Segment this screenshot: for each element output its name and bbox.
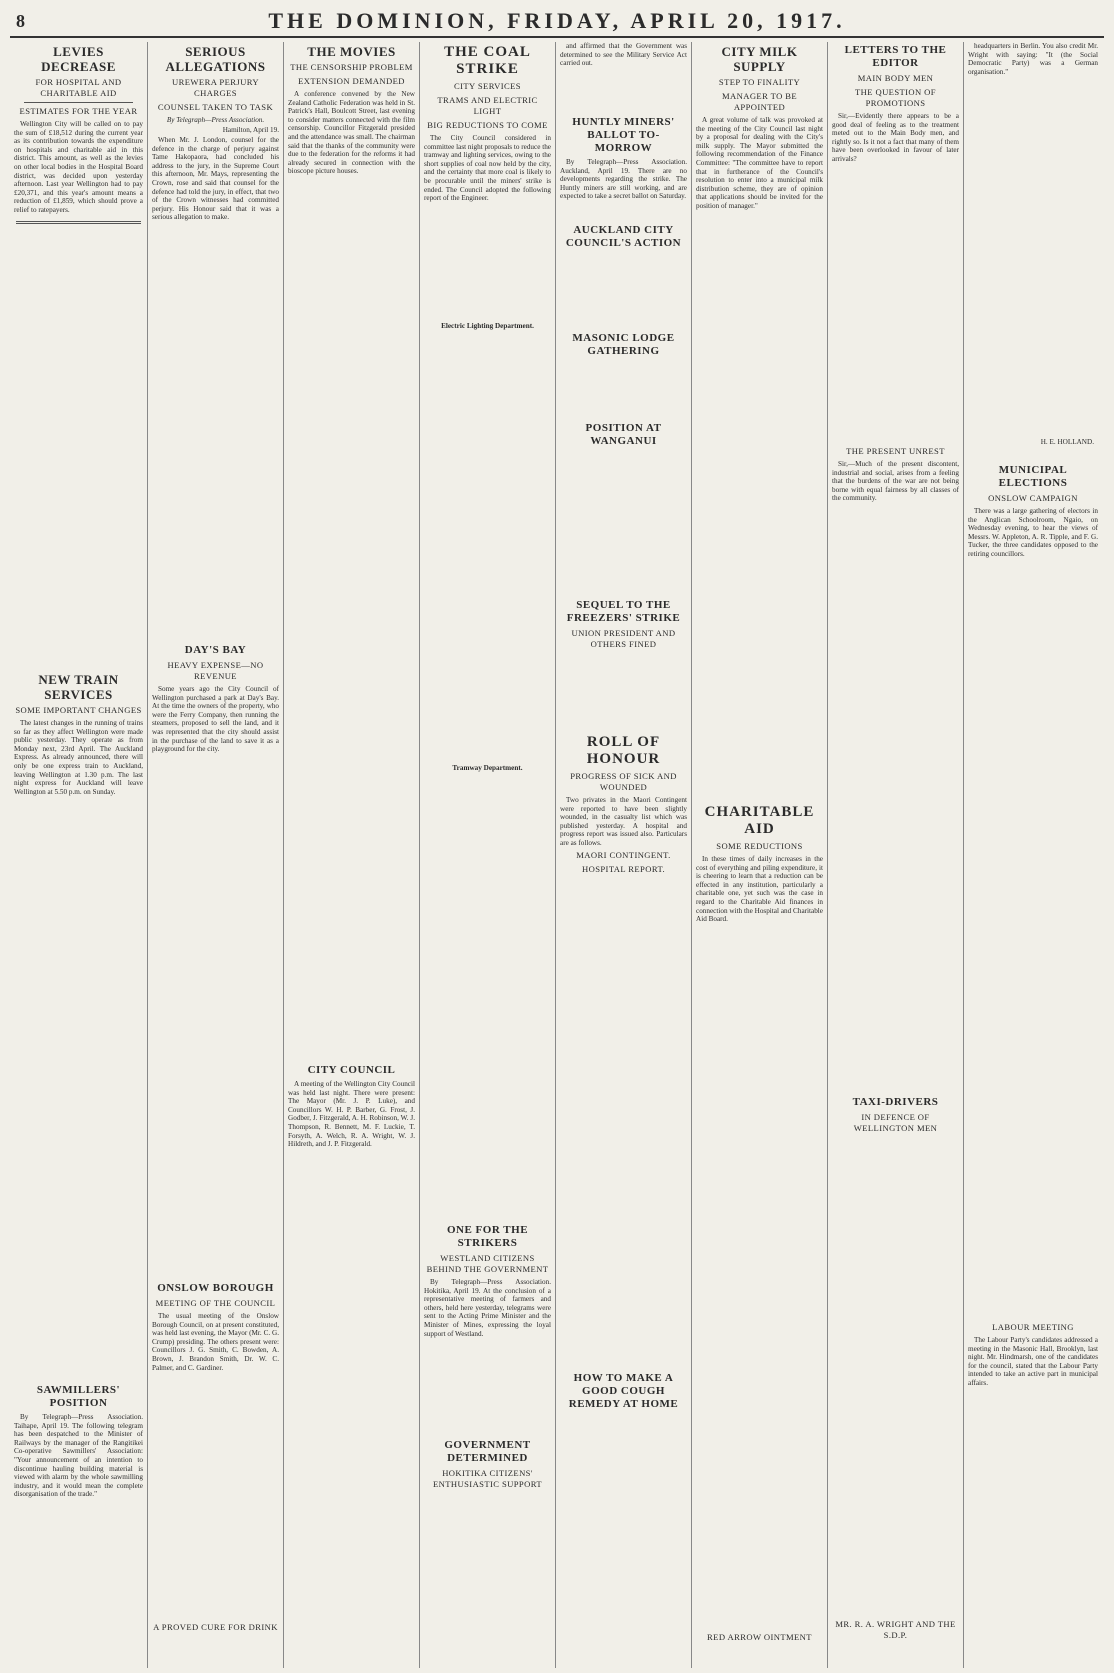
subheadline: SOME REDUCTIONS [716,841,803,851]
article-cough-remedy [560,1370,687,1414]
subheadline: WESTLAND CITIZENS BEHIND THE GOVERNMENT [426,1253,549,1274]
headline: HOW TO MAKE A GOOD COUGH REMEDY AT HOME [568,1372,679,1410]
headline: SEQUEL TO THE FREEZERS' STRIKE [566,599,681,624]
article-wright-sdp [832,1617,959,1644]
article-labour-meeting [968,1320,1098,1390]
article-sawmillers-position [14,1382,143,1501]
article-serious-allegations [152,44,279,222]
subheadline: MAIN BODY MEN [857,73,934,83]
article-days-bay [152,642,279,756]
article-body: The usual meeting of the Onslow Borough Council, on at present constituted, was held last evening, the Mayor (Mr. C. G. Crump) presiding. The others present were: Councillors J. G. Smith, C. Bowden, A. Brown, J. Brandon Smith, Dr. W. C. Palmer, and C. Gardiner. [152,1312,279,1372]
headline: ONE FOR THE STRIKERS [446,1224,529,1249]
headline: SERIOUS ALLEGATIONS [165,44,266,74]
article-present-unrest [832,444,959,505]
column-5 [556,42,692,1668]
subheadline: SOME IMPORTANT CHANGES [15,705,142,715]
column-8 [964,42,1102,1668]
article-freezers-strike [560,597,687,653]
article-onslow-borough [152,1280,279,1374]
article-government-determined [424,1437,551,1493]
subheadline: EXTENSION DEMANDED [298,76,405,86]
subheadline: UNION PRESIDENT AND OTHERS FINED [571,628,676,649]
subheadline: LABOUR MEETING [992,1322,1074,1332]
article-the-movies [288,44,415,176]
headline: LEVIES DECREASE [41,44,116,74]
headline: THE COAL STRIKE [444,44,531,77]
subheadline: THE QUESTION OF PROMOTIONS [855,87,936,108]
headline: HUNTLY MINERS' BALLOT TO-MORROW [572,116,675,154]
article-body: By Telegraph—Press Association. Auckland, April 19. There are no developments regarding the strike. The Huntly miners are still working, and are expected to take a secret ballot on Saturday. [560,158,687,201]
subheadline: STEP TO FINALITY [718,77,801,87]
article-new-train-services [14,670,143,798]
headline: CITY COUNCIL [307,1064,396,1076]
article-body: Two privates in the Maori Contingent were reported to have been slightly wounded, in the casualty list which was published yesterday. A hospital and progress report was issued also. Particulars are as follows. [560,796,687,847]
headline: MUNICIPAL ELECTIONS [998,464,1068,489]
newspaper-title: THE DOMINION, FRIDAY, APRIL 20, 1917. [268,8,846,33]
article-taxi-drivers [832,1094,959,1137]
article-body: headquarters in Berlin. You also credit Mr. Wright with saying: "It (the Social Democratic Party) was a German organisation." [968,42,1098,76]
subheadline: HOSPITAL REPORT. [581,863,666,874]
headline: POSITION AT WANGANUI [585,422,662,447]
article-body: A meeting of the Wellington City Council was held last night. There were present: The Mayor (Mr. J. P. Luke), and Councillors W. H. P. Barber, G. Frost, J. Godber, J. Fitzgerald, A. H. Robinson, W. J. Thompson, R. Bennett, M. F. Luckie, T. Forsyth, A. Welch, R. A. Wright, W. J. Hildreth, and J. P. Fitzgerald. [288,1080,415,1149]
headline: SAWMILLERS' POSITION [36,1384,121,1409]
article-one-for-strikers [424,1222,551,1340]
article-body: The latest changes in the running of trains so far as they affect Wellington were made public yesterday. They operate as from Monday next, 23rd April. The Auckland Express. As already announced, there will only be one express train to Auckland, leaving Wellington at 1.30 p.m. The last night express for Auckland will leave Wellington at 5.50 p.m. on Sunday. [14,719,143,796]
headline: MASONIC LODGE GATHERING [572,332,675,357]
columns [10,42,1104,1668]
article-roll-of-honour [560,732,687,878]
subheadline: ESTIMATES FOR THE YEAR [19,106,138,116]
subheadline: MANAGER TO BE APPOINTED [721,91,798,112]
subheadline: CITY SERVICES [454,81,521,91]
subheadline: A PROVED CURE FOR DRINK [153,1622,278,1632]
article-body: A conference convened by the New Zealand Catholic Federation was held in St. Patrick's Hall, Boulcott Street, last evening to consider matters connected with the film censorship. Councillor Fitzgerald presided and the attendance was small. The chairman said that the thanks of the community were due to the federation for the reforms it had already secured in connection with the bioscope picture houses. [288,90,415,176]
subheadline: HOKITIKA CITIZENS' ENTHUSIASTIC SUPPORT [433,1468,542,1489]
article-body: Sir,—Evidently there appears to be a good deal of feeling as to the treatment meted out to the Main Body men, and rightly so. Is it not a fact that many of them have been overlooked in favour of later arrivals? [832,112,959,163]
subheadline: HEAVY EXPENSE—NO REVENUE [167,660,264,681]
subheadline: PROGRESS OF SICK AND WOUNDED [570,771,677,792]
column-7 [828,42,964,1668]
headline: NEW TRAIN SERVICES [38,672,119,702]
subheadline: IN DEFENCE OF WELLINGTON MEN [853,1112,938,1133]
column-4 [420,42,556,1668]
headline: TAXI-DRIVERS [852,1096,939,1108]
article-body: When Mr. J. London, counsel for the defence in the charge of perjury against Tame Hakopaora, had concluded his address to the jury, in the Supreme Court this afternoon, Mr. Mays, representing the Crown, rose and said that counsel for the defence had told the jury, in effect, that two of the Crown witnesses had committed perjury. His Honour said that it was a serious allegation to make. [152,136,279,222]
article-charitable-aid [696,802,823,926]
headline: DAY'S BAY [184,644,247,656]
headline: LETTERS TO THE EDITOR [844,44,947,69]
headline: CITY MILK SUPPLY [721,44,798,74]
article-body: Wellington City will be called on to pay the sum of £18,512 during the current year as its contribution towards the expenditure on hospitals and charitable aid in this district. This amount, as well as the levies on other local bodies in the Hospital Board district, was decided upon yesterday afternoon. Last year Wellington had to pay £20,371, and this year's amount means a reduction of £1,859, which should prove a relief to ratepayers. [14,120,143,214]
subheadline: COUNSEL TAKEN TO TASK [157,102,274,112]
headline: ONSLOW BOROUGH [157,1282,274,1294]
article-huntly-miners [560,114,687,203]
article-body: There was a large gathering of electors in the Anglican Schoolroom, Ngaio, on Wednesday evening, to hear the views of Messrs. W. Appleton, A. R. Tipple, and F. G. Tucker, the three candidates opposed to the retiring councillors. [968,507,1098,558]
subheadline: THE CENSORSHIP PROBLEM [290,62,413,72]
article-body: The City Council considered in committee last night proposals to reduce the tramway and lighting services, owing to the short supplies of coal now held by the city, and the certainty that more coal is likely to be procurable until the miners' strike is ended. The Council adopted the following report of the Engineer. [424,134,551,203]
article-city-council [288,1062,415,1151]
section-label: Tramway Department. [452,764,523,772]
article-red-arrow [696,1630,823,1646]
article-body: By Telegraph—Press Association. Hokitika, April 19. At the conclusion of a representative meeting of farmers and others, held here yesterday, telegrams were sent to the Acting Prime Minister and the Minister of Mines, expressing the loyal support of Westland. [424,1278,551,1338]
page-number: 8 [16,10,25,31]
masthead [10,6,1104,38]
signature: H. E. HOLLAND. [1040,438,1094,446]
headline: ROLL OF HONOUR [586,734,661,767]
article-body: Some years ago the City Council of Wellington purchased a park at Day's Bay. At the time the owners of the property, who were the Ferry Company, then running the steamers, proposed to sell the land, and it was represented that the city should assist in the purchase of the land to save it as a playground for the city. [152,685,279,754]
subheadline: TRAMS AND ELECTRIC LIGHT [437,95,538,116]
subheadline: MAORI CONTINGENT. [576,849,671,860]
column-2 [148,42,284,1668]
headline: CHARITABLE AID [704,804,815,837]
dateline: Hamilton, April 19. [222,126,279,134]
subheadline: MEETING OF THE COUNCIL [155,1298,276,1308]
article-body: and affirmed that the Government was determined to see the Military Service Act carried out. [560,42,687,68]
article-letters-editor [832,44,959,164]
column-3 [284,42,420,1668]
article-body: A great volume of talk was provoked at the meeting of the City Council last night by a proposal for dealing with the City's milk supply. The Mayor submitted the following recommendation of the Finance Committee: "The committee have to report that in furtherance of the Council's resolution to enter into a municipal milk distribution scheme, they are of opinion that applications should be invited for the position of manager." [696,116,823,210]
headline: THE MOVIES [307,44,396,59]
section-label: Electric Lighting Department. [441,322,534,330]
subheadline: RED ARROW OINTMENT [707,1632,812,1642]
column-1 [10,42,148,1668]
subheadline: FOR HOSPITAL AND CHARITABLE AID [35,77,122,98]
article-body: Sir,—Much of the present discontent, industrial and social, arises from a feeling that the burdens of the war are not being borne with equal fairness by all classes of the community. [832,460,959,503]
article-levies-decrease [14,44,143,215]
article-proved-cure [152,1620,279,1636]
headline: GOVERNMENT DETERMINED [444,1439,531,1464]
subheadline: MR. R. A. WRIGHT AND THE S.D.P. [835,1619,956,1640]
headline: AUCKLAND CITY COUNCIL'S ACTION [565,224,682,249]
article-city-milk-supply [696,44,823,211]
article-body: By Telegraph—Press Association. Taihape, April 19. The following telegram has been despatched to the Minister of Railways by the manager of the Rangitikei Co-operative Sawmillers' Association: "Your announcement of an intention to discontinue hauling building material is viewed with alarm by the whole sawmilling industry, and it would mean the complete disorganisation of the trade." [14,1413,143,1499]
article-body: In these times of daily increases in the cost of everything and piling expenditure, it is cheering to learn that a reduction can be effected in any institution, particularly a charitable one, yet such was the case in regard to the Charitable Aid finances in connection with the Hospital and Charitable Aid Board. [696,855,823,924]
subheadline: BIG REDUCTIONS TO COME [427,120,548,130]
byline: By Telegraph—Press Association. [166,116,265,124]
subheadline: ONSLOW CAMPAIGN [988,493,1078,503]
article-coal-strike [424,44,551,772]
subheadline: THE PRESENT UNREST [846,446,945,456]
subheadline: UREWERA PERJURY CHARGES [172,77,259,98]
column-6 [692,42,828,1668]
article-municipal-elections [968,462,1098,561]
article-body: The Labour Party's candidates addressed a meeting in the Masonic Hall, Brooklyn, last night. Mr. Hindmarsh, one of the candidates for the council, stated that the Labour Party intended to take an active part in municipal affairs. [968,1336,1098,1387]
